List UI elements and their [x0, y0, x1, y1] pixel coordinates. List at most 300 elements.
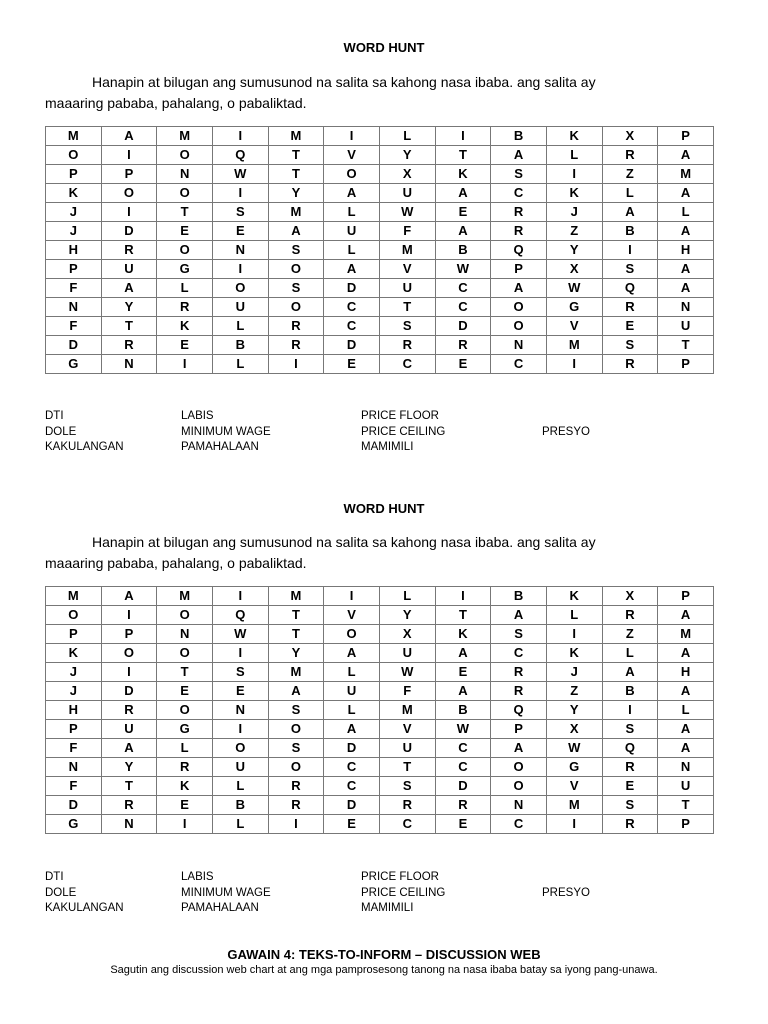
grid-cell: O: [491, 758, 547, 777]
grid-cell: D: [46, 336, 102, 355]
grid-cell: M: [658, 165, 714, 184]
grid-cell: Y: [101, 298, 157, 317]
grid-cell: O: [324, 165, 380, 184]
grid-cell: X: [546, 720, 602, 739]
grid-row: [46, 682, 714, 701]
grid-cell: L: [602, 184, 658, 203]
grid-cell: M: [268, 127, 324, 146]
grid-cell: L: [602, 644, 658, 663]
grid-cell: I: [101, 146, 157, 165]
grid-cell: P: [658, 587, 714, 606]
grid-cell: A: [658, 606, 714, 625]
word-item: PRESYO: [542, 887, 590, 899]
grid-cell: C: [435, 739, 491, 758]
grid-row: [46, 739, 714, 758]
grid-cell: A: [658, 222, 714, 241]
grid-row: [46, 625, 714, 644]
grid-cell: D: [101, 682, 157, 701]
grid-cell: K: [546, 587, 602, 606]
grid-cell: D: [324, 739, 380, 758]
grid-cell: R: [491, 222, 547, 241]
grid-cell: R: [602, 355, 658, 374]
grid-cell: S: [602, 720, 658, 739]
grid-cell: N: [46, 298, 102, 317]
grid-cell: A: [435, 682, 491, 701]
grid-cell: C: [324, 777, 380, 796]
grid-cell: H: [46, 241, 102, 260]
grid-cell: A: [268, 222, 324, 241]
grid-cell: C: [491, 184, 547, 203]
grid-cell: I: [212, 127, 268, 146]
grid-cell: R: [157, 298, 213, 317]
grid-cell: P: [46, 720, 102, 739]
grid-cell: G: [46, 815, 102, 834]
grid-cell: W: [546, 279, 602, 298]
grid-cell: R: [602, 298, 658, 317]
grid-cell: M: [157, 587, 213, 606]
grid-cell: O: [46, 606, 102, 625]
grid-cell: T: [268, 146, 324, 165]
grid-row: [46, 298, 714, 317]
grid-cell: R: [491, 682, 547, 701]
grid-cell: R: [101, 796, 157, 815]
grid-cell: F: [46, 279, 102, 298]
grid-cell: K: [546, 184, 602, 203]
grid-cell: S: [268, 701, 324, 720]
grid-cell: I: [212, 644, 268, 663]
grid-cell: Y: [268, 644, 324, 663]
grid-cell: S: [602, 336, 658, 355]
grid-cell: K: [46, 644, 102, 663]
grid-cell: V: [546, 317, 602, 336]
grid-cell: N: [101, 815, 157, 834]
grid-cell: E: [324, 355, 380, 374]
grid-cell: I: [212, 587, 268, 606]
grid-cell: G: [46, 355, 102, 374]
grid-cell: J: [46, 222, 102, 241]
grid-cell: P: [46, 625, 102, 644]
grid-cell: Z: [546, 222, 602, 241]
grid-cell: C: [435, 298, 491, 317]
grid-cell: O: [46, 146, 102, 165]
grid-cell: R: [379, 336, 435, 355]
grid-row: [46, 644, 714, 663]
grid-cell: L: [658, 203, 714, 222]
grid-cell: R: [268, 796, 324, 815]
grid-cell: U: [379, 644, 435, 663]
grid-cell: O: [157, 606, 213, 625]
grid-cell: P: [658, 815, 714, 834]
grid-cell: U: [324, 682, 380, 701]
grid-cell: U: [658, 777, 714, 796]
grid-cell: M: [46, 587, 102, 606]
grid-cell: U: [658, 317, 714, 336]
grid-cell: R: [435, 336, 491, 355]
grid-cell: V: [379, 720, 435, 739]
grid-cell: O: [212, 739, 268, 758]
grid-cell: T: [101, 777, 157, 796]
grid-cell: Y: [379, 146, 435, 165]
grid-cell: W: [212, 165, 268, 184]
grid-cell: M: [268, 203, 324, 222]
grid-cell: N: [658, 298, 714, 317]
grid-cell: L: [212, 815, 268, 834]
grid-cell: B: [212, 336, 268, 355]
grid-cell: I: [324, 587, 380, 606]
grid-cell: M: [157, 127, 213, 146]
grid-cell: L: [157, 279, 213, 298]
grid-cell: X: [602, 587, 658, 606]
grid-cell: K: [157, 317, 213, 336]
word-item: LABIS: [181, 410, 214, 422]
grid-row: [46, 279, 714, 298]
grid-row: [46, 796, 714, 815]
grid-cell: R: [268, 317, 324, 336]
grid-row: [46, 203, 714, 222]
grid-cell: O: [268, 720, 324, 739]
word-item: MAMIMILI: [361, 441, 414, 453]
word-item: MINIMUM WAGE: [181, 887, 271, 899]
grid-cell: Y: [101, 758, 157, 777]
grid-cell: P: [101, 165, 157, 184]
grid-cell: T: [268, 606, 324, 625]
grid-cell: A: [435, 184, 491, 203]
grid-cell: R: [602, 815, 658, 834]
grid-cell: X: [379, 625, 435, 644]
grid-cell: S: [379, 317, 435, 336]
grid-cell: Z: [546, 682, 602, 701]
grid-cell: S: [602, 260, 658, 279]
grid-cell: A: [324, 184, 380, 203]
grid-cell: H: [46, 701, 102, 720]
grid-cell: D: [324, 796, 380, 815]
grid-cell: B: [491, 127, 547, 146]
grid-cell: Z: [602, 165, 658, 184]
grid-cell: H: [658, 663, 714, 682]
grid-cell: I: [101, 606, 157, 625]
grid-row: [46, 355, 714, 374]
grid-cell: I: [546, 355, 602, 374]
grid-cell: L: [212, 777, 268, 796]
grid-cell: B: [435, 241, 491, 260]
grid-cell: E: [435, 355, 491, 374]
grid-cell: M: [379, 241, 435, 260]
grid-cell: O: [491, 317, 547, 336]
grid-cell: M: [268, 663, 324, 682]
grid-cell: A: [491, 739, 547, 758]
grid-cell: N: [491, 336, 547, 355]
grid-cell: M: [546, 796, 602, 815]
grid-cell: L: [324, 203, 380, 222]
grid-cell: O: [491, 777, 547, 796]
grid-cell: L: [658, 701, 714, 720]
word-item: MINIMUM WAGE: [181, 426, 271, 438]
grid-cell: O: [157, 241, 213, 260]
grid-cell: N: [157, 625, 213, 644]
grid-cell: L: [324, 663, 380, 682]
grid-cell: A: [658, 682, 714, 701]
grid-cell: U: [379, 739, 435, 758]
grid-cell: O: [157, 146, 213, 165]
grid-cell: I: [268, 355, 324, 374]
grid-cell: L: [379, 587, 435, 606]
grid-cell: C: [435, 758, 491, 777]
grid-cell: S: [212, 663, 268, 682]
grid-cell: F: [379, 222, 435, 241]
grid-cell: L: [324, 701, 380, 720]
grid-cell: A: [658, 260, 714, 279]
grid-cell: A: [602, 663, 658, 682]
grid-cell: A: [658, 279, 714, 298]
grid-cell: G: [157, 260, 213, 279]
grid-cell: A: [435, 644, 491, 663]
grid-cell: R: [491, 203, 547, 222]
grid-cell: W: [379, 663, 435, 682]
grid-cell: V: [324, 146, 380, 165]
grid-cell: I: [546, 815, 602, 834]
grid-cell: N: [658, 758, 714, 777]
grid-cell: N: [212, 701, 268, 720]
grid-cell: Y: [546, 241, 602, 260]
grid-cell: G: [157, 720, 213, 739]
grid-row: [46, 606, 714, 625]
instruction-line-1: [45, 532, 725, 553]
grid-cell: W: [379, 203, 435, 222]
grid-cell: R: [101, 241, 157, 260]
grid-cell: R: [157, 758, 213, 777]
grid-cell: Y: [379, 606, 435, 625]
grid-cell: R: [101, 701, 157, 720]
grid-cell: Y: [546, 701, 602, 720]
grid-cell: O: [491, 298, 547, 317]
grid-cell: Q: [491, 241, 547, 260]
grid-cell: M: [46, 127, 102, 146]
grid-cell: S: [491, 625, 547, 644]
grid-cell: F: [379, 682, 435, 701]
grid-cell: V: [546, 777, 602, 796]
grid-cell: C: [324, 298, 380, 317]
grid-cell: Q: [602, 739, 658, 758]
grid-cell: W: [212, 625, 268, 644]
grid-cell: M: [546, 336, 602, 355]
grid-cell: W: [435, 720, 491, 739]
grid-cell: K: [435, 625, 491, 644]
grid-cell: O: [157, 184, 213, 203]
grid-cell: A: [101, 279, 157, 298]
instruction-line-1: [45, 72, 725, 93]
grid-cell: D: [324, 279, 380, 298]
grid-cell: A: [101, 127, 157, 146]
grid-cell: I: [212, 184, 268, 203]
grid-cell: I: [435, 127, 491, 146]
grid-cell: E: [435, 663, 491, 682]
word-item: PRESYO: [542, 426, 590, 438]
grid-cell: J: [546, 203, 602, 222]
grid-cell: G: [546, 758, 602, 777]
grid-cell: I: [602, 241, 658, 260]
grid-cell: Q: [602, 279, 658, 298]
grid-cell: O: [157, 644, 213, 663]
grid-cell: N: [46, 758, 102, 777]
grid-cell: P: [658, 127, 714, 146]
grid-cell: H: [658, 241, 714, 260]
grid-cell: S: [212, 203, 268, 222]
grid-row: [46, 701, 714, 720]
worksheet-title-2: WORD HUNT: [343, 501, 425, 516]
grid-row: [46, 720, 714, 739]
grid-cell: F: [46, 317, 102, 336]
grid-row: [46, 260, 714, 279]
grid-cell: O: [268, 758, 324, 777]
word-item: MAMIMILI: [361, 902, 414, 914]
grid-cell: K: [546, 127, 602, 146]
grid-cell: R: [101, 336, 157, 355]
word-item: KAKULANGAN: [45, 441, 124, 453]
grid-cell: D: [435, 317, 491, 336]
grid-cell: A: [602, 203, 658, 222]
grid-cell: R: [602, 758, 658, 777]
grid-cell: A: [658, 720, 714, 739]
word-item: PRICE CEILING: [361, 426, 446, 438]
grid-cell: P: [658, 355, 714, 374]
grid-cell: K: [546, 644, 602, 663]
grid-cell: A: [658, 184, 714, 203]
grid-cell: I: [157, 355, 213, 374]
grid-cell: I: [602, 701, 658, 720]
grid-cell: D: [435, 777, 491, 796]
grid-cell: E: [324, 815, 380, 834]
grid-cell: C: [324, 758, 380, 777]
grid-cell: S: [268, 739, 324, 758]
grid-cell: L: [546, 606, 602, 625]
word-item: DTI: [45, 871, 64, 883]
grid-cell: S: [268, 241, 324, 260]
grid-cell: T: [268, 625, 324, 644]
grid-row: [46, 222, 714, 241]
word-item: PRICE FLOOR: [361, 410, 439, 422]
grid-cell: X: [602, 127, 658, 146]
grid-cell: O: [212, 279, 268, 298]
grid-cell: I: [101, 663, 157, 682]
grid-cell: E: [157, 682, 213, 701]
grid-row: [46, 241, 714, 260]
grid-cell: F: [46, 739, 102, 758]
grid-cell: T: [157, 203, 213, 222]
grid-cell: B: [602, 682, 658, 701]
grid-cell: Y: [268, 184, 324, 203]
grid-cell: P: [491, 720, 547, 739]
grid-cell: I: [212, 720, 268, 739]
grid-cell: O: [268, 260, 324, 279]
grid-cell: R: [602, 606, 658, 625]
grid-cell: O: [101, 184, 157, 203]
grid-cell: A: [268, 682, 324, 701]
grid-cell: C: [379, 355, 435, 374]
grid-cell: P: [46, 260, 102, 279]
grid-cell: A: [658, 146, 714, 165]
grid-cell: I: [324, 127, 380, 146]
grid-cell: I: [157, 815, 213, 834]
grid-cell: A: [491, 146, 547, 165]
grid-cell: C: [491, 644, 547, 663]
grid-cell: I: [546, 625, 602, 644]
grid-cell: E: [157, 336, 213, 355]
grid-cell: U: [212, 758, 268, 777]
grid-cell: T: [379, 758, 435, 777]
grid-cell: E: [435, 815, 491, 834]
grid-cell: R: [435, 796, 491, 815]
grid-cell: A: [101, 739, 157, 758]
grid-cell: A: [101, 587, 157, 606]
word-item: PRICE FLOOR: [361, 871, 439, 883]
gawain-subtitle: Sagutin ang discussion web chart at ang mga pamprosesong tanong na nasa ibaba batay sa iyong pang-unawa.: [110, 964, 658, 976]
grid-cell: Q: [212, 146, 268, 165]
word-item: PAMAHALAAN: [181, 441, 259, 453]
word-item: KAKULANGAN: [45, 902, 124, 914]
grid-cell: B: [435, 701, 491, 720]
grid-cell: N: [491, 796, 547, 815]
grid-cell: U: [212, 298, 268, 317]
grid-cell: D: [46, 796, 102, 815]
grid-cell: L: [324, 241, 380, 260]
instruction-line-2: maaaring pababa, pahalang, o pabaliktad.: [45, 95, 307, 111]
grid-cell: Q: [491, 701, 547, 720]
grid-row: [46, 663, 714, 682]
grid-row: [46, 777, 714, 796]
grid-cell: N: [101, 355, 157, 374]
grid-cell: I: [546, 165, 602, 184]
grid-cell: J: [46, 203, 102, 222]
grid-cell: U: [324, 222, 380, 241]
word-grid-2: [45, 586, 714, 834]
grid-cell: C: [491, 355, 547, 374]
grid-cell: U: [379, 279, 435, 298]
grid-cell: L: [212, 317, 268, 336]
grid-cell: T: [101, 317, 157, 336]
instruction-text-2a: Hanapin at bilugan ang sumusunod na salita sa kahong nasa ibaba. ang salita ay: [92, 534, 596, 550]
grid-cell: X: [546, 260, 602, 279]
grid-cell: E: [602, 317, 658, 336]
grid-cell: T: [268, 165, 324, 184]
grid-cell: O: [101, 644, 157, 663]
grid-cell: E: [602, 777, 658, 796]
grid-cell: B: [212, 796, 268, 815]
grid-cell: C: [435, 279, 491, 298]
grid-cell: U: [101, 260, 157, 279]
word-item: PRICE CEILING: [361, 887, 446, 899]
grid-cell: K: [157, 777, 213, 796]
grid-cell: R: [268, 777, 324, 796]
grid-cell: P: [46, 165, 102, 184]
grid-cell: I: [268, 815, 324, 834]
grid-cell: S: [268, 279, 324, 298]
grid-cell: N: [212, 241, 268, 260]
grid-cell: A: [324, 260, 380, 279]
grid-cell: D: [324, 336, 380, 355]
grid-cell: K: [46, 184, 102, 203]
instructions-2: [45, 532, 725, 574]
grid-cell: I: [212, 260, 268, 279]
grid-cell: R: [268, 336, 324, 355]
grid-cell: Q: [212, 606, 268, 625]
grid-cell: E: [157, 796, 213, 815]
grid-cell: J: [546, 663, 602, 682]
grid-row: [46, 758, 714, 777]
word-item: DOLE: [45, 426, 77, 438]
grid-cell: M: [268, 587, 324, 606]
grid-row: [46, 587, 714, 606]
grid-cell: L: [212, 355, 268, 374]
